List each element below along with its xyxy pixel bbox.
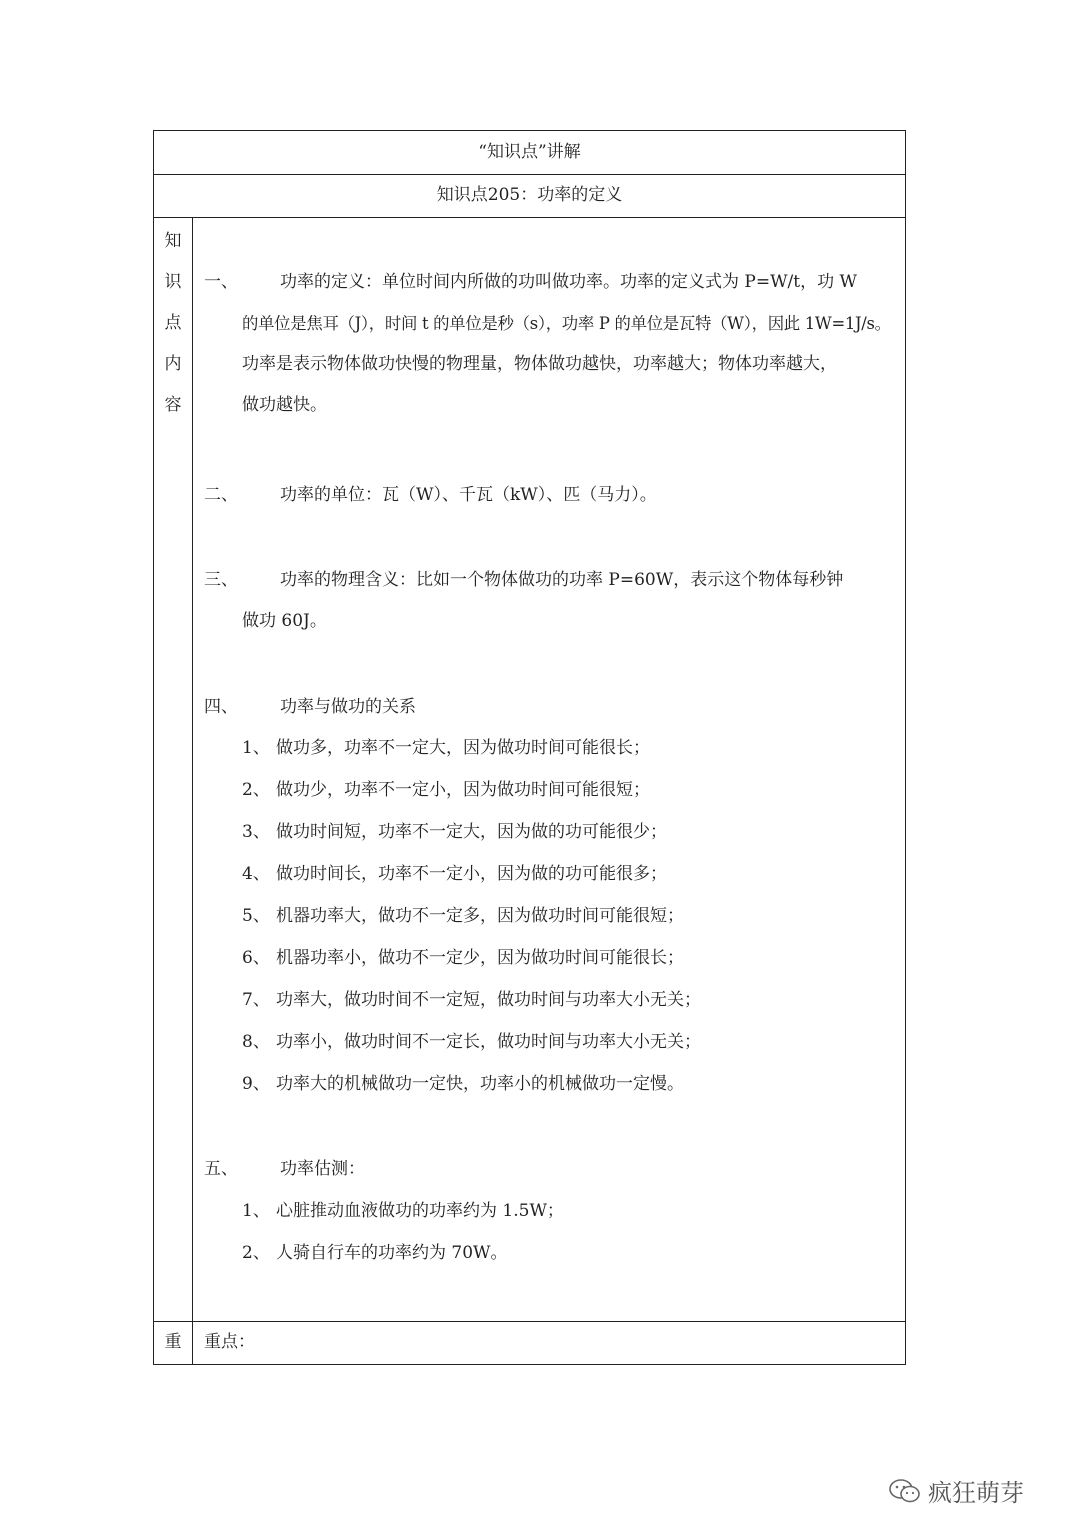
- table-subtitle: 知识点205：功率的定义: [154, 174, 905, 218]
- section-4: [204, 687, 893, 728]
- section-1: [204, 262, 893, 426]
- list-item: 8、 功率小，做功时间不一定长，做功时间与功率大小无关；: [242, 1032, 701, 1052]
- list-item: 3、 做功时间短，功率不一定大，因为做的功可能很少；: [242, 822, 667, 842]
- section-text: 功率的定义：单位时间内所做的功叫做功率。功率的定义式为 P=W/t，功 W: [280, 272, 857, 292]
- section-text: 功率的物理含义：比如一个物体做功的功率 P=60W，表示这个物体每秒钟: [280, 570, 844, 590]
- section-3: [204, 560, 893, 642]
- section-text: 功率是表示物体做功快慢的物理量，物体做功越快，功率越大；物体功率越大，: [242, 354, 837, 374]
- list-item: 4、 做功时间长，功率不一定小，因为做的功可能很多；: [242, 864, 667, 884]
- section-number: 五、: [204, 1159, 238, 1179]
- side-label-char: 识: [164, 272, 182, 292]
- section-number: 二、: [204, 485, 238, 505]
- row-divider: [154, 1321, 905, 1322]
- side-label-char: 容: [164, 395, 182, 415]
- watermark: [888, 1473, 1024, 1508]
- list-item: 1、 心脏推动血液做功的功率约为 1.5W；: [242, 1201, 564, 1221]
- list-item: 6、 机器功率小，做功不一定少，因为做功时间可能很长；: [242, 948, 684, 968]
- list-item: 7、 功率大，做功时间不一定短，做功时间与功率大小无关；: [242, 990, 701, 1010]
- section-title: 功率与做功的关系: [280, 697, 416, 717]
- section-text: 功率的单位：瓦（W）、千瓦（kW）、匹（马力）。: [280, 485, 657, 505]
- section-text: 的单位是焦耳（J），时间 t 的单位是秒（s），功率 P 的单位是瓦特（W），因此 1W=1J/s。: [242, 314, 891, 333]
- side-label: [154, 221, 192, 426]
- section-number: 三、: [204, 570, 238, 590]
- key-points-label: 重点：: [204, 1332, 255, 1352]
- wechat-icon: [888, 1478, 922, 1504]
- list-item: 2、 做功少，功率不一定小，因为做功时间可能很短；: [242, 780, 650, 800]
- list-item: 1、 做功多，功率不一定大，因为做功时间可能很长；: [242, 738, 650, 758]
- section-text: 做功越快。: [242, 395, 327, 415]
- side-label-char: 内: [164, 354, 182, 374]
- list-item: 5、 机器功率大，做功不一定多，因为做功时间可能很短；: [242, 906, 684, 926]
- side-label-char: 知: [164, 231, 182, 251]
- knowledge-table: [153, 130, 906, 1365]
- side-label-char: 点: [164, 313, 182, 333]
- list-item: 9、 功率大的机械做功一定快，功率小的机械做功一定慢。: [242, 1074, 684, 1094]
- section-5: [204, 1149, 893, 1190]
- list-item: 2、 人骑自行车的功率约为 70W。: [242, 1243, 508, 1263]
- column-divider: [192, 217, 193, 1364]
- watermark-text: 疯狂萌芽: [928, 1479, 1024, 1507]
- section-2: [204, 475, 893, 516]
- table-title: “知识点”讲解: [154, 131, 905, 175]
- section-number: 一、: [204, 272, 238, 292]
- bottom-side-label: 重: [164, 1332, 182, 1352]
- section-title: 功率估测：: [280, 1159, 365, 1179]
- section-text: 做功 60J。: [242, 611, 327, 631]
- section-number: 四、: [204, 697, 238, 717]
